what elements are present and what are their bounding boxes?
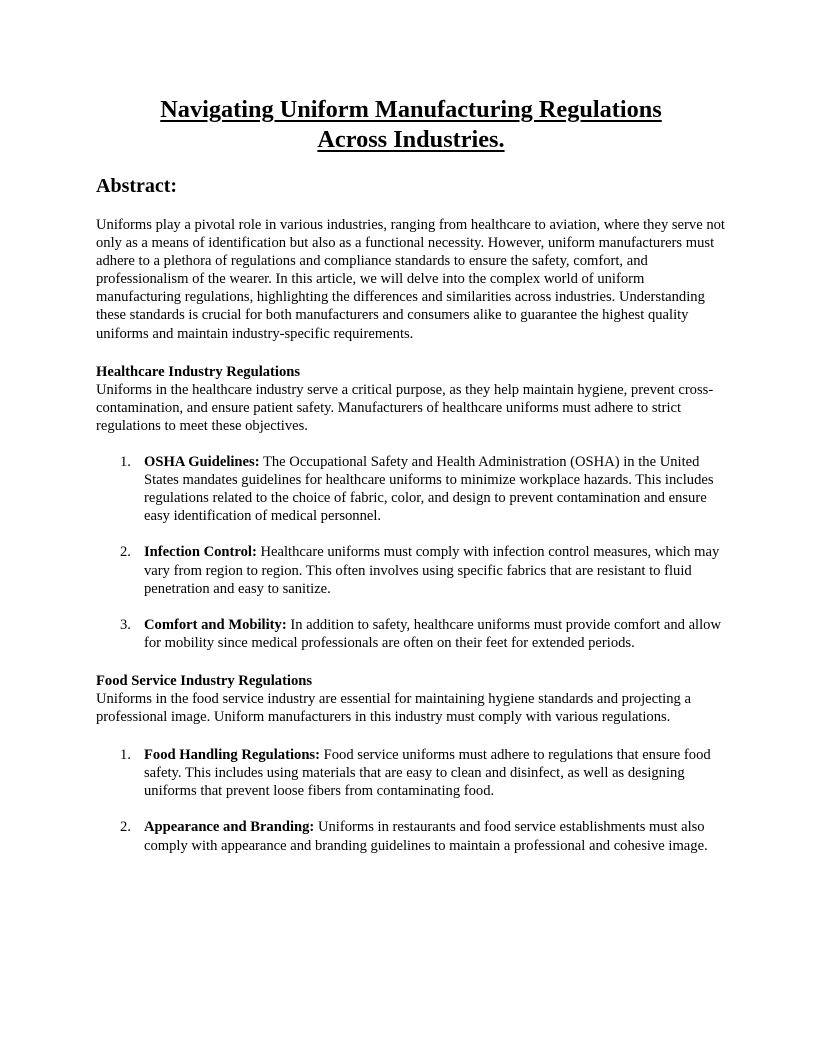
list-item-label: Comfort and Mobility: xyxy=(144,616,287,633)
food-service-list xyxy=(96,746,726,854)
document-page xyxy=(96,95,726,855)
healthcare-section xyxy=(96,363,726,652)
list-item-number: 2. xyxy=(120,544,131,561)
list-item-label: Food Handling Regulations: xyxy=(144,747,320,764)
section-intro-food-service: Uniforms in the food service industry are essential for maintaining hygiene standards and projecting a professional image. Uniform manufacturers in this industry must comply with various regulations. xyxy=(96,690,691,726)
section-intro-healthcare: Uniforms in the healthcare industry serve a critical purpose, as they help maintain hygiene, prevent cross-contamination, and ensure patient safety. Manufacturers of healthcare uniforms must adhere to strict regulations to meet these objectives. xyxy=(96,381,714,434)
list-item xyxy=(96,746,726,800)
abstract-paragraph: Uniforms play a pivotal role in various industries, ranging from healthcare to aviation, where they serve not only as a means of identification but also as a functional necessity. However, uniform manufacturers must adhere to a plethora of regulations and compliance standards to ensure the safety, comfort, and professionalism of the wearer. In this article, we will delve into the complex world of uniform manufacturing regulations, highlighting the differences and similarities across industries. Understanding these standards is crucial for both manufacturers and consumers alike to guarantee the highest quality uniforms and maintain industry-specific requirements. xyxy=(96,217,725,342)
section-heading-food-service: Food Service Industry Regulations xyxy=(96,672,313,689)
list-item-label: Appearance and Branding: xyxy=(144,819,315,836)
list-item xyxy=(96,818,726,854)
list-item-number: 1. xyxy=(120,454,131,471)
list-item-label: OSHA Guidelines: xyxy=(144,454,260,471)
list-item-text: In addition to safety, healthcare uniforms must provide comfort and allow for mobility since medical professionals are often on their feet for extended periods. xyxy=(144,616,722,651)
list-item-text: Food service uniforms must adhere to regulations that ensure food safety. This includes using materials that are easy to clean and disinfect, as well as designing uniforms that prevent loose fibers from contaminating food. xyxy=(144,747,711,800)
list-item xyxy=(96,616,726,652)
list-item-number: 2. xyxy=(120,819,131,836)
list-item xyxy=(96,453,726,525)
document-title xyxy=(96,95,726,155)
list-item-number: 1. xyxy=(120,747,131,764)
title-line-2: Across Industries. xyxy=(317,126,505,153)
list-item-text: Healthcare uniforms must comply with infection control measures, which may vary from region to region. This often involves using specific fabrics that are resistant to fluid penetration and easy to sanitize. xyxy=(144,544,720,597)
healthcare-list xyxy=(96,453,726,652)
list-item-number: 3. xyxy=(120,616,131,633)
abstract-heading: Abstract: xyxy=(96,175,178,197)
list-item-text: Uniforms in restaurants and food service establishments must also comply with appearance and branding guidelines to maintain a professional and cohesive image. xyxy=(144,819,708,854)
title-line-1: Navigating Uniform Manufacturing Regulations xyxy=(160,96,662,123)
food-service-section xyxy=(96,672,726,855)
section-heading-healthcare: Healthcare Industry Regulations xyxy=(96,363,301,380)
list-item-text: The Occupational Safety and Health Administration (OSHA) in the United States mandates guidelines for healthcare uniforms to minimize workplace hazards. This includes regulations related to the choice of fabric, color, and design to prevent contamination and ensure easy identification of medical personnel. xyxy=(144,454,714,525)
list-item-label: Infection Control: xyxy=(144,544,257,561)
list-item xyxy=(96,543,726,597)
